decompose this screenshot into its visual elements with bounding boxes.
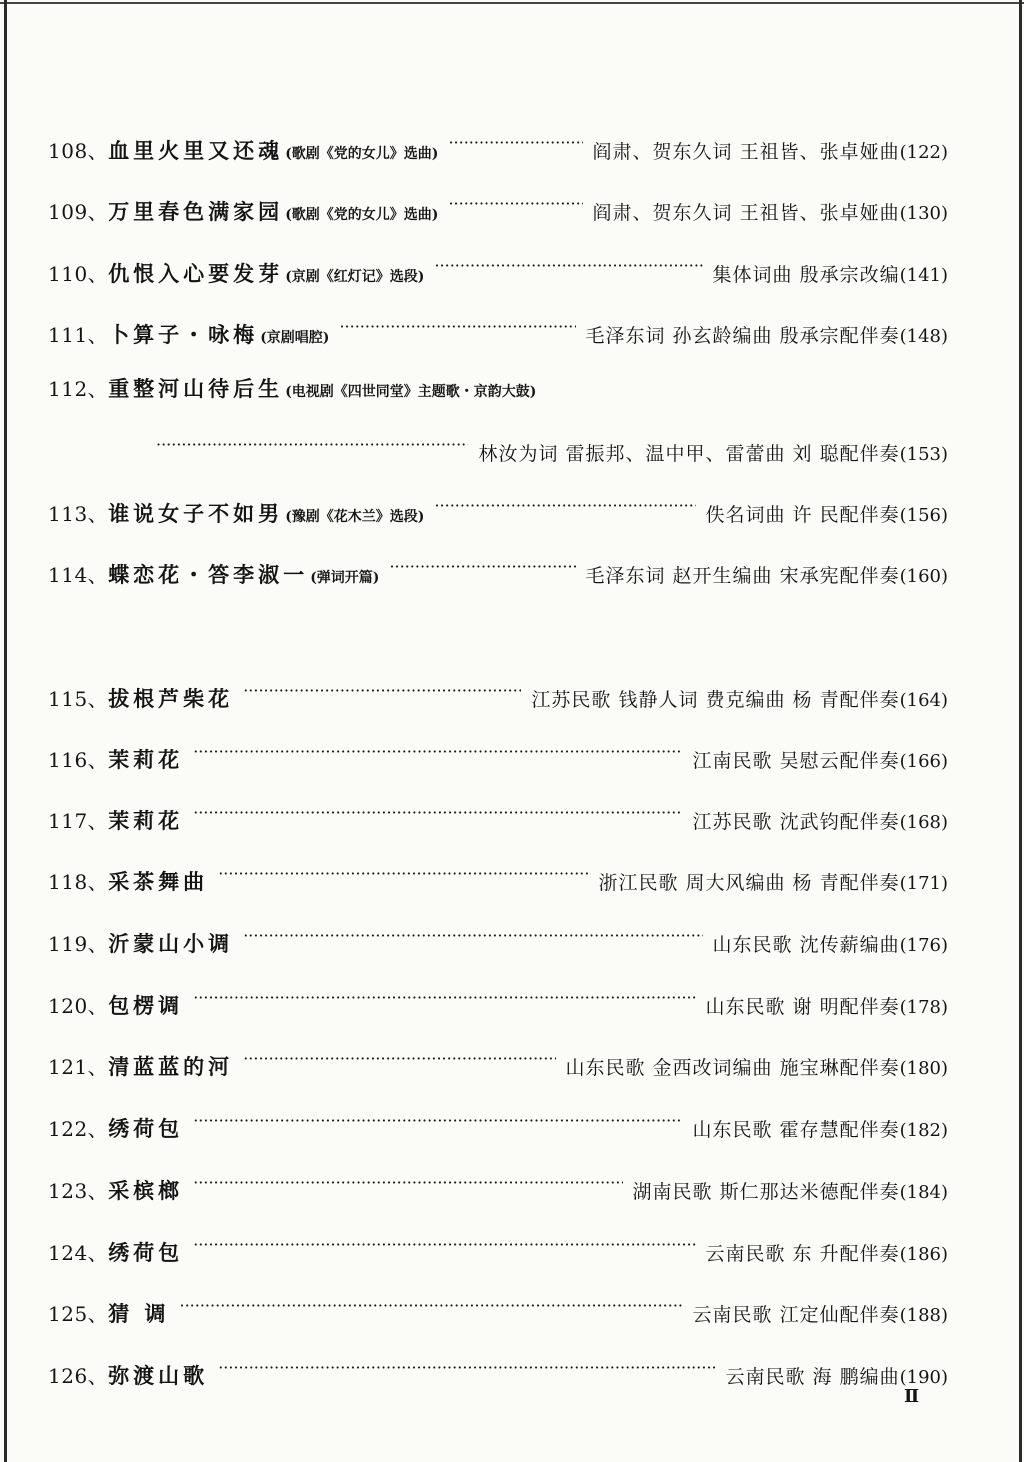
entry-credits: 毛泽东词 赵开生编曲 宋承宪配伴奏 (585, 565, 900, 587)
entry-title: 弥渡山歌 (108, 1363, 209, 1388)
entry-title: 茉莉花 (108, 747, 184, 772)
entry-credits: 山东民歌 沈传薪编曲 (712, 934, 900, 956)
entry-title: 绣荷包 (108, 1116, 184, 1141)
entry-page: (168) (899, 812, 948, 833)
entry-note: (歌剧《党的女儿》选曲) (285, 146, 439, 162)
entry-number: 115、 (48, 687, 109, 711)
toc-entry-111 (48, 312, 948, 347)
toc-entry-113 (48, 491, 948, 526)
toc-entry-112 (48, 374, 948, 404)
entry-credits: 湖南民歌 斯仁那达米德配伴奏 (632, 1181, 900, 1203)
entry-page: (164) (899, 690, 948, 711)
entry-credits: 浙江民歌 周大风编曲 杨 青配伴奏 (598, 872, 900, 894)
entry-title: 沂蒙山小调 (108, 931, 234, 956)
entry-page: (184) (899, 1182, 948, 1203)
entry-credits: 阎肃、贺东久词 王祖皆、张卓娅曲 (592, 202, 900, 224)
page-edge-left (4, 0, 7, 1462)
toc-entry-115 (48, 676, 948, 711)
toc-entry-114 (48, 552, 948, 587)
entry-title: 重整河山待后生 (108, 376, 284, 401)
entry-title: 谁说女子不如男 (108, 501, 284, 526)
entry-number: 123、 (48, 1179, 109, 1203)
entry-page: (182) (899, 1120, 948, 1141)
entry-credits: 云南民歌 海 鹏编曲 (725, 1366, 900, 1388)
entry-title: 采槟榔 (108, 1178, 184, 1203)
entry-number: 122、 (48, 1117, 109, 1141)
entry-title: 仇恨入心要发芽 (108, 261, 284, 286)
entry-title: 血里火里又还魂 (108, 138, 284, 163)
page-edge-top (0, 2, 1024, 4)
page-number: Ⅱ (904, 1386, 920, 1407)
entry-note: (弹词开篇) (310, 570, 380, 586)
entry-credits: 集体词曲 殷承宗改编 (712, 264, 900, 286)
entry-title: 卜算子・咏梅 (108, 322, 259, 347)
entry-number: 120、 (48, 994, 109, 1018)
entry-number: 119、 (48, 932, 109, 956)
dot-leader (156, 430, 468, 460)
entry-credits: 山东民歌 谢 明配伴奏 (705, 996, 900, 1018)
entry-note: (歌剧《党的女儿》选曲) (285, 207, 439, 223)
dot-leader (434, 251, 702, 281)
entry-page: (130) (899, 203, 948, 224)
entry-page: (122) (899, 142, 948, 163)
dot-leader (448, 128, 582, 158)
dot-leader (193, 1230, 695, 1260)
entry-page: (141) (899, 265, 948, 286)
entry-credits: 阎肃、贺东久词 王祖皆、张卓娅曲 (592, 141, 900, 163)
entry-number: 126、 (48, 1364, 109, 1388)
toc-entry-108 (48, 128, 948, 163)
entry-number: 112、 (48, 377, 109, 401)
dot-leader (448, 189, 582, 219)
entry-credits: 山东民歌 金西改词编曲 施宝琳配伴奏 (565, 1057, 900, 1079)
entry-page: (160) (899, 566, 948, 587)
dot-leader (180, 1291, 683, 1321)
entry-number: 114、 (48, 563, 109, 587)
entry-number: 113、 (48, 502, 109, 526)
dot-leader (193, 983, 695, 1013)
entry-page: (180) (899, 1058, 948, 1079)
entry-title: 万里春色满家园 (108, 199, 284, 224)
toc-entry-118 (48, 859, 948, 894)
entry-note: (豫剧《花木兰》选段) (285, 509, 425, 525)
entry-page: (171) (899, 873, 948, 894)
toc-entry-122 (48, 1106, 948, 1141)
entry-credits: 山东民歌 霍存慧配伴奏 (692, 1119, 900, 1141)
entry-page: (156) (899, 505, 948, 526)
dot-leader (193, 1168, 622, 1198)
entry-page: (186) (899, 1244, 948, 1265)
dot-leader (243, 676, 521, 706)
entry-note: (京剧《红灯记》选段) (285, 269, 425, 285)
entry-page: (166) (899, 751, 948, 772)
toc-entry-123 (48, 1168, 948, 1203)
toc-entry-125 (48, 1291, 948, 1326)
dot-leader (243, 921, 702, 951)
entry-credits: 佚名词曲 许 民配伴奏 (705, 504, 900, 526)
entry-title: 猜 调 (108, 1301, 170, 1326)
entry-number: 109、 (48, 200, 109, 224)
dot-leader (434, 491, 695, 521)
entry-title: 包楞调 (108, 993, 184, 1018)
entry-page: (188) (899, 1305, 948, 1326)
toc-entry-116 (48, 737, 948, 772)
entry-title: 蝶恋花・答李淑一 (108, 562, 309, 587)
toc-entry-119 (48, 921, 948, 956)
entry-note: (电视剧《四世同堂》主题歌・京韵大鼓) (285, 384, 537, 400)
entry-number: 110、 (48, 262, 109, 286)
entry-page: (148) (899, 326, 948, 347)
dot-leader (218, 859, 588, 889)
entry-credits: 云南民歌 东 升配伴奏 (705, 1243, 900, 1265)
entry-number: 111、 (48, 323, 109, 347)
entry-credits: 江苏民歌 沈武钧配伴奏 (692, 811, 900, 833)
entry-number: 125、 (48, 1302, 109, 1326)
toc-entry-112-continuation (156, 430, 948, 465)
entry-title: 茉莉花 (108, 808, 184, 833)
entry-credits: 云南民歌 江定仙配伴奏 (692, 1304, 900, 1326)
toc-entry-120 (48, 983, 948, 1018)
dot-leader (218, 1353, 715, 1383)
entry-credits: 江南民歌 吴慰云配伴奏 (692, 750, 900, 772)
toc-entry-121 (48, 1044, 948, 1079)
entry-title: 拔根芦柴花 (108, 686, 234, 711)
entry-number: 117、 (48, 809, 109, 833)
entry-note: (京剧唱腔) (260, 330, 330, 346)
toc-entry-109 (48, 189, 948, 224)
entry-number: 121、 (48, 1055, 109, 1079)
dot-leader (193, 1106, 682, 1136)
entry-credits: 毛泽东词 孙玄龄编曲 殷承宗配伴奏 (585, 325, 900, 347)
entry-title: 采茶舞曲 (108, 869, 209, 894)
toc-entry-124 (48, 1230, 948, 1265)
dot-leader (389, 552, 575, 582)
toc-entry-117 (48, 798, 948, 833)
dot-leader (339, 312, 575, 342)
entry-page: (176) (899, 935, 948, 956)
entry-number: 108、 (48, 139, 109, 163)
entry-number: 116、 (48, 748, 109, 772)
entry-number: 124、 (48, 1241, 109, 1265)
toc-entry-126 (48, 1353, 948, 1388)
entry-title: 绣荷包 (108, 1240, 184, 1265)
page-edge-right (1019, 0, 1022, 1462)
entry-page: (153) (899, 444, 948, 465)
entry-number: 118、 (48, 870, 109, 894)
entry-page: (190) (899, 1367, 948, 1388)
entry-title: 清蓝蓝的河 (108, 1054, 234, 1079)
dot-leader (193, 737, 682, 767)
entry-credits: 江苏民歌 钱静人词 费克编曲 杨 青配伴奏 (531, 689, 900, 711)
entry-page: (178) (899, 997, 948, 1018)
toc-entry-110 (48, 251, 948, 286)
entry-credits: 林汝为词 雷振邦、温中甲、雷蕾曲 刘 聪配伴奏 (478, 443, 900, 465)
dot-leader (243, 1044, 555, 1074)
dot-leader (193, 798, 682, 828)
